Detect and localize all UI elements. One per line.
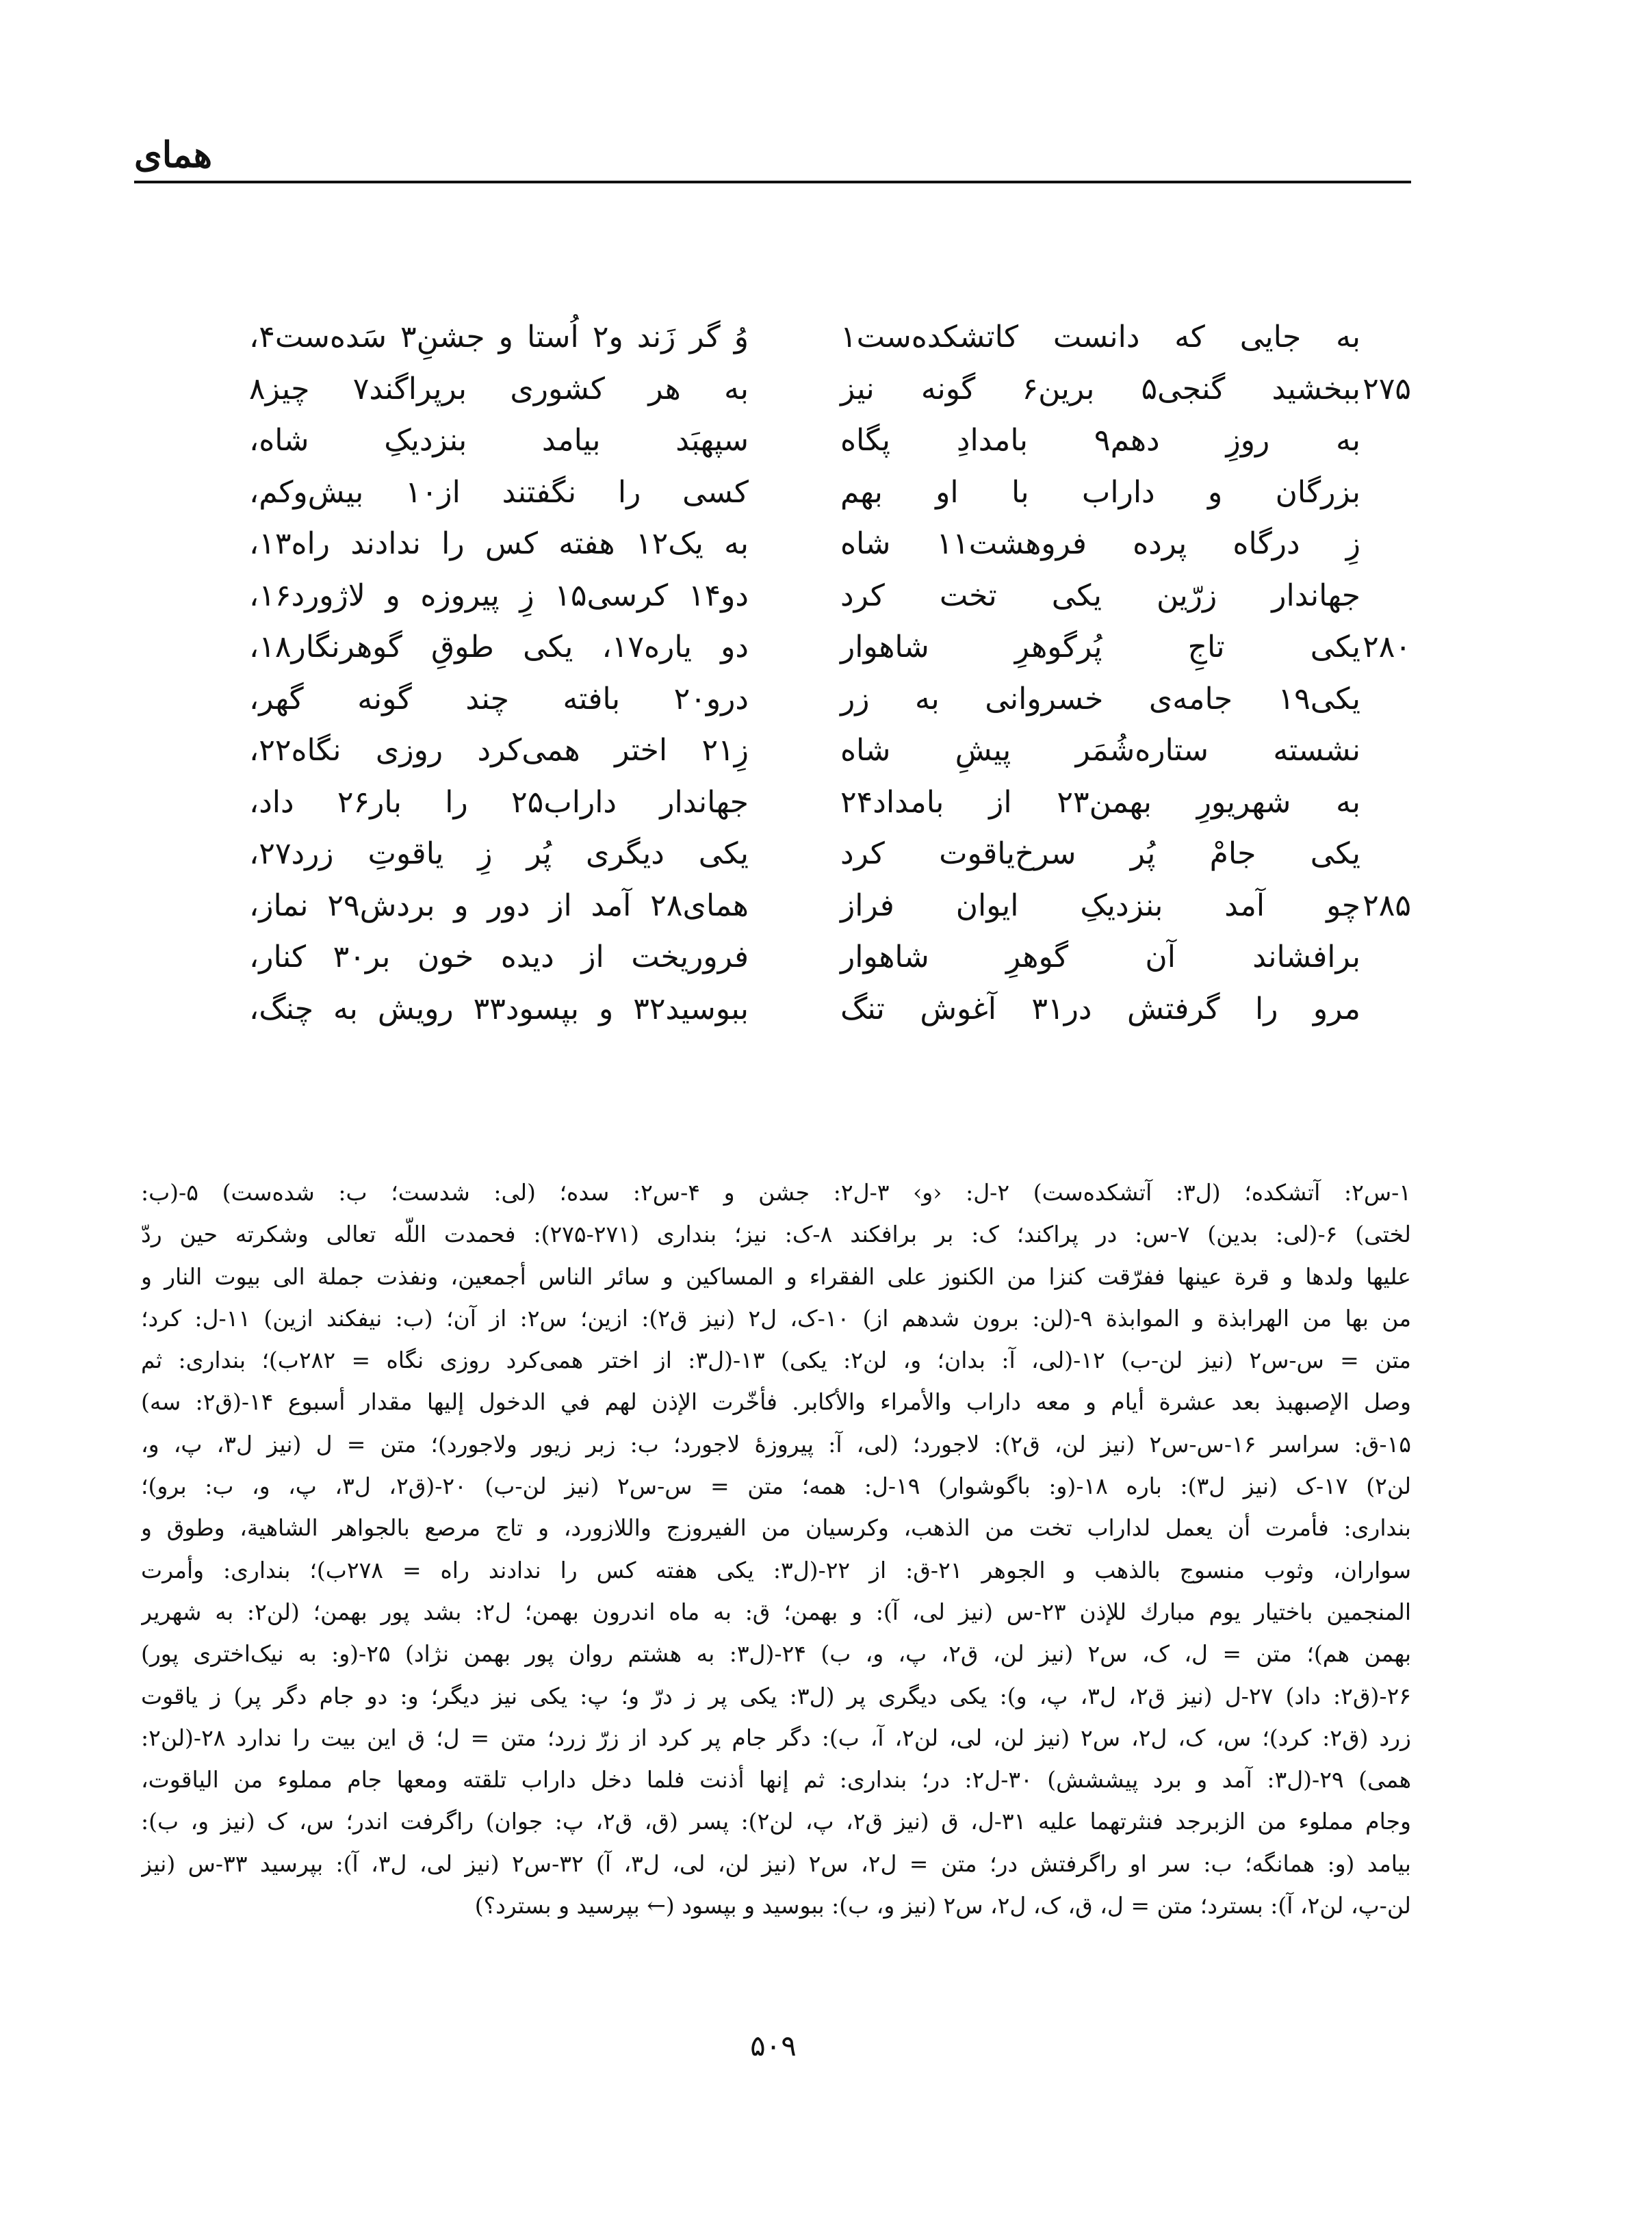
verse-row [0, 880, 1652, 932]
second-hemistich: ببوسید۳۲ و بپسود۳۳ رویش به چنگ، [249, 991, 749, 1026]
footnote-line: لختی) ۶-(لی: بدین) ۷-س: در پراکند؛ ک: بر برافکند ۸-ک: نیز؛ بنداری (۲۷۱-۲۷۵): فحمدت اللّه تعالى وشكرته حين ردّ [141, 1221, 1411, 1248]
footnote-line: متن = س-س۲ (نیز لن-ب) ۱۲-(لی، آ: بدان؛ و، لن۲: یکی) ۱۳-(ل۳: از اختر همی‌کرد روزی نگاه = ۲۸۲ب)؛ بنداری: ثم [141, 1347, 1411, 1374]
second-hemistich: زِ۲۱ اختر همی‌کرد روزی نگاه۲۲، [249, 733, 749, 768]
first-hemistich: به جایی که دانست کاتشکده‌ست۱ [840, 320, 1360, 354]
second-hemistich: وُ گر زَند و۲ اُستا و جشنِ۳ سَده‌ست۴، [249, 320, 749, 354]
footnote-line: سواران، وثوب منسوج بالذهب و الجوهر ۲۱-ق: از ۲۲-(ل۳: یکی هفته کس را ندادند راه = ۲۷۸ب)؛ بنداری: وأمرت [141, 1556, 1411, 1583]
footnote-line: ۲۶-(ق۲: داد) ۲۷-ل (نیز ق۲، ل۳، پ، و): یکی دیگری پر (ل۳: یکی پر ز درّ و؛ پ: یکی نیز دیگر؛ و: دو جام دگر پر) ز یاقوت [141, 1682, 1411, 1709]
verse-row [0, 570, 1652, 622]
verse-row [0, 673, 1652, 725]
second-hemistich: همای۲۸ آمد از دور و بردش۲۹ نماز، [249, 888, 749, 923]
verse-row [0, 363, 1652, 415]
footnote-line: بیامد (و: همانگه؛ ب: سر او راگرفتش در؛ متن = ل۲، س۲ (نیز لن، لی، ل۳، آ) ۳۲-س۲ (نیز لی، ل۳، آ): بپرسید ۳۳-س (نیز [141, 1850, 1411, 1877]
page-number: ۵۰۹ [750, 2029, 797, 2062]
second-hemistich: به هر کشوری برپراگند۷ چیز۸ [249, 371, 749, 406]
footnote-line: لن۲) ۱۷-ک (نیز ل۳): باره ۱۸-(و: باگوشوار) ۱۹-ل: همه؛ متن = س-س۲ (نیز لن-ب) ۲۰-(ق۲، ل۳، پ، و، ب: برو)؛ [141, 1473, 1411, 1500]
footnote-line: وصل الإصبهبذ بعد عشرة أيام و معه داراب والأمراء والأكابر. فأخّرت الإذن لهم في الدخول إليها مقدار أسبوع ۱۴-(ق۲: سه) [141, 1388, 1411, 1416]
first-hemistich: بزرگان و داراب با او بهم [840, 474, 1360, 510]
header-rule [134, 181, 1411, 183]
verse-row [0, 415, 1652, 467]
first-hemistich: ببخشید گنجی۵ برین۶ گونه نیز [840, 371, 1360, 406]
verse-row [0, 777, 1652, 829]
verse-row [0, 518, 1652, 570]
footnote-line: عليها ولدها و قرة عينها ففرّقت كنزا من الكنوز على الفقراء و المساكين و سائر الناس أجمعين، ونفذت جملة الى بيوت النار و [141, 1263, 1411, 1290]
footnote-line: المنجمين باختيار يوم مبارك للإذن ۲۳-س (نیز لی، آ): و بهمن؛ ق: به ماه اندرون بهمن؛ ل۲: بشد پور بهمن؛ (لن۲: به شهریر [141, 1598, 1411, 1625]
footnote-line: زرد (ق۲: کرد)؛ س، ک، ل۲، س۲ (نیز لن، لی، لن۲، آ، ب): دگر جام پر کرد از زرّ زرد؛ متن = ل؛ ق این بیت را ندارد ۲۸-(لن۲: [141, 1724, 1411, 1751]
second-hemistich: درو۲۰ بافته چند گونه گهر، [249, 681, 749, 716]
verse-number: ۲۷۵ [1363, 371, 1411, 406]
verse-number: ۲۸۵ [1363, 888, 1411, 923]
first-hemistich: مرو را گرفتش در۳۱ آغوش تنگ [840, 991, 1360, 1026]
second-hemistich: دو۱۴ کرسی۱۵ زِ پیروزه و لاژورد۱۶، [249, 578, 749, 613]
first-hemistich: برافشاند آن گوهرِ شاهوار [840, 940, 1360, 974]
first-hemistich: به روزِ دهم۹ بامدادِ پگاه [840, 423, 1360, 458]
second-hemistich: یکی دیگری پُر زِ یاقوتِ زرد۲۷، [249, 836, 749, 871]
footnote-line: من بها من الهرابذة و الموابذة ۹-(لن: برون شدهم از) ۱۰-ک، ل۲ (نیز ق۲): ازین؛ س۲: از آن؛ (ب: نیفکند ازین) ۱۱-ل: کرد؛ [141, 1304, 1411, 1332]
running-title: همای [134, 134, 213, 176]
first-hemistich: چو آمد بنزدیکِ ایوان فراز [840, 888, 1360, 923]
footnote-line: بنداری: فأمرت أن يعمل لداراب تخت من الذهب، وكرسيان من الفيروزج واللازورد، و تاج مرصع بالجواهر الشاهية، وطوق و [141, 1514, 1411, 1542]
footnote-line: لن-پ، لن۲، آ): بسترد؛ متن = ل، ق، ک، ل۲، س۲ (نیز و، ب): ببوسید و بپسود (← بپرسید و بسترد؟) [474, 1892, 1411, 1919]
verse-row [0, 467, 1652, 519]
second-hemistich: سپهبَد بیامد بنزدیکِ شاه، [249, 423, 749, 458]
first-hemistich: یکی۱۹ جامه‌ی خسروانی به زر [840, 681, 1360, 716]
footnotes [141, 1172, 1411, 1926]
footnote-line: بهمن هم)؛ متن = ل، ک، س۲ (نیز لن، ق۲، پ، و، ب) ۲۴-(ل۳: به هشتم روان پور بهمن نژاد) ۲۵-(و: به نیک‌اختری پور) [141, 1640, 1411, 1668]
footnote-line: همی) ۲۹-(ل۳: آمد و برد پیششش) ۳۰-ل۲: در؛ بنداری: ثم إنها أذنت فلما دخل داراب تلقته ومعها جام مملوء من الياقوت، [141, 1766, 1411, 1794]
second-hemistich: فروریخت از دیده خون بر۳۰ کنار، [249, 940, 749, 974]
verse-row [0, 983, 1652, 1035]
footnote-line: ۱۵-ق: سراسر ۱۶-س-س۲ (نیز لن، ق۲): لاجورد؛ (لی، آ: پیروزهٔ لاجورد؛ ب: زبر زیور ولاجورد)؛ متن = ل (نیز ل۳، پ، و، [141, 1430, 1411, 1458]
verse-row [0, 931, 1652, 983]
verse-row [0, 725, 1652, 777]
first-hemistich: جهاندار زرّین یکی تخت کرد [840, 578, 1360, 613]
first-hemistich: یکی جامْ پُر سرخ‌یاقوت کرد [840, 836, 1360, 871]
first-hemistich: یکی تاجِ پُرگوهرِ شاهوار [840, 630, 1360, 664]
poem [0, 311, 1652, 1035]
verse-number: ۲۸۰ [1363, 630, 1411, 664]
first-hemistich: زِ درگاه پرده فروهشت۱۱ شاه [840, 526, 1361, 561]
footnote-line: وجام مملوء من الزبرجد فنثرتهما عليه ۳۱-ل، ق (نیز ق۲، پ، لن۲): پسر (ق، ق۲، پ: جوان) راگرفت اندر؛ س، ک (نیز و، ب): [141, 1808, 1411, 1835]
second-hemistich: دو یاره۱۷، یکی طوقِ گوهرنگار۱۸، [249, 630, 749, 664]
second-hemistich: کسی را نگفتند از۱۰ بیش‌وکم، [249, 474, 749, 510]
first-hemistich: نشسته ستاره‌شُمَر پیشِ شاه [840, 733, 1360, 768]
second-hemistich: جهاندار داراب۲۵ را بار۲۶ داد، [249, 784, 749, 820]
first-hemistich: به شهریورِ بهمن۲۳ از بامداد۲۴ [840, 784, 1360, 820]
verse-row [0, 621, 1652, 673]
footnote-line: ۱-س۲: آتشکده؛ (ل۳: آتشکده‌ست) ۲-ل: ‹و› ۳-ل۲: جشن و ۴-س۲: سده؛ (لی: شدست؛ ب: شده‌ست) ۵-(ب: [141, 1179, 1411, 1206]
verse-row [0, 828, 1652, 880]
second-hemistich: به یک۱۲ هفته کس را ندادند راه۱۳، [249, 526, 749, 561]
verse-row [0, 311, 1652, 363]
